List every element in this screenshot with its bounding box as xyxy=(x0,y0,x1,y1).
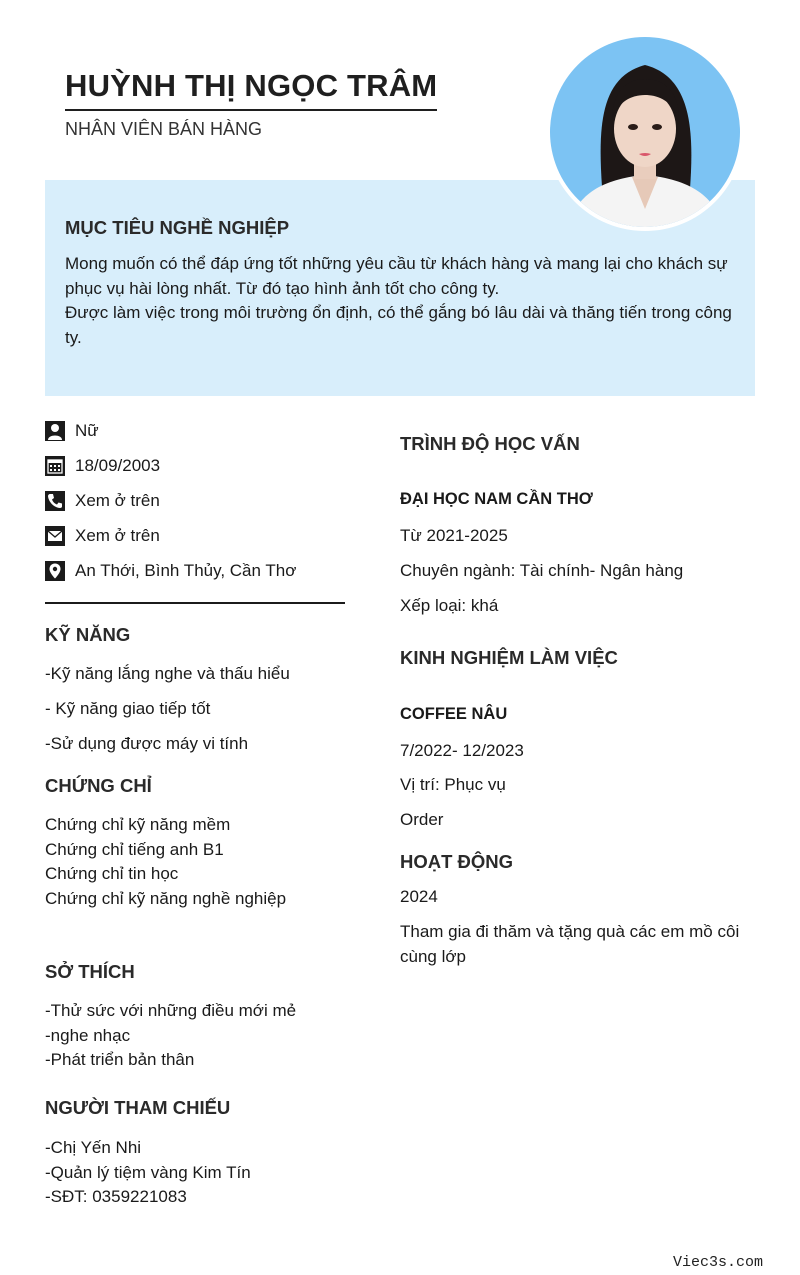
experience-position: Vị trí: Phục vụ xyxy=(400,775,506,794)
hobby-item: -Phát triển bản thân xyxy=(45,1050,195,1069)
person-icon xyxy=(45,421,65,441)
hobbies-list xyxy=(45,999,296,1073)
hobbies-heading: SỞ THÍCH xyxy=(45,961,135,982)
skill-item: -Kỹ năng lắng nghe và thấu hiểu xyxy=(45,664,290,683)
education-period: Từ 2021-2025 xyxy=(400,526,508,545)
address-value: An Thới, Bình Thủy, Cần Thơ xyxy=(75,561,297,580)
references-heading: NGƯỜI THAM CHIẾU xyxy=(45,1097,231,1118)
activities-heading: HOẠT ĐỘNG xyxy=(400,851,514,872)
education-major: Chuyên ngành: Tài chính- Ngân hàng xyxy=(400,561,684,580)
certificate-item: Chứng chỉ kỹ năng nghề nghiệp xyxy=(45,888,287,908)
portrait-image xyxy=(550,37,740,227)
certificates-heading: CHỨNG CHỈ xyxy=(45,775,152,796)
education-rank: Xếp loại: khá xyxy=(400,596,499,615)
skill-item: - Kỹ năng giao tiếp tốt xyxy=(45,699,211,718)
hobby-item: -nghe nhạc xyxy=(45,1025,131,1045)
hobby-item: -Thử sức với những điều mới mẻ xyxy=(45,1001,297,1020)
reference-item: -Quản lý tiệm vàng Kim Tín xyxy=(45,1162,251,1182)
education-heading: TRÌNH ĐỘ HỌC VẤN xyxy=(400,433,580,454)
experience-heading: KINH NGHIỆM LÀM VIỆC xyxy=(400,647,618,668)
profile-photo xyxy=(546,33,744,231)
calendar-icon xyxy=(45,456,65,476)
email-value: Xem ở trên xyxy=(75,526,160,545)
objective-text xyxy=(65,252,745,350)
watermark: Viec3s.com xyxy=(672,1254,763,1271)
experience-period: 7/2022- 12/2023 xyxy=(400,741,524,760)
skill-item: -Sử dụng được máy vi tính xyxy=(45,734,249,753)
experience-company: COFFEE NÂU xyxy=(400,705,508,723)
objective-heading: MỤC TIÊU NGHỀ NGHIỆP xyxy=(65,217,290,238)
phone-value: Xem ở trên xyxy=(75,491,160,510)
activity-year: 2024 xyxy=(400,887,438,906)
certificate-item: Chứng chỉ kỹ năng mềm xyxy=(45,815,231,834)
certificate-item: Chứng chỉ tiếng anh B1 xyxy=(45,839,224,859)
experience-duty: Order xyxy=(400,810,444,829)
gender-value: Nữ xyxy=(75,421,99,440)
objective-line: Được làm việc trong môi trường ổn định, có thể gắng bó lâu dài và thăng tiến trong công ty. xyxy=(65,303,732,347)
birthday-value: 18/09/2003 xyxy=(75,456,161,475)
education-school: ĐẠI HỌC NAM CẦN THƠ xyxy=(400,490,593,508)
phone-icon xyxy=(45,491,65,511)
certificates-list xyxy=(45,813,286,911)
candidate-name: HUỲNH THỊ NGỌC TRÂM xyxy=(65,68,437,111)
reference-item: -SĐT: 0359221083 xyxy=(45,1187,187,1206)
activity-description: Tham gia đi thăm và tặng quà các em mồ côi cùng lớp xyxy=(400,922,740,966)
reference-item: -Chị Yến Nhi xyxy=(45,1138,142,1157)
objective-line: Mong muốn có thể đáp ứng tốt những yêu cầu từ khách hàng và mang lại cho khách sự phục vụ hài lòng nhất. Từ đó tạo hình ảnh tốt cho công ty. xyxy=(65,254,728,298)
envelope-icon xyxy=(45,526,65,546)
section-divider xyxy=(45,602,345,604)
skills-heading: KỸ NĂNG xyxy=(45,624,131,645)
certificate-item: Chứng chỉ tin học xyxy=(45,864,179,883)
location-pin-icon xyxy=(45,561,65,581)
references-list xyxy=(45,1136,251,1210)
job-title: NHÂN VIÊN BÁN HÀNG xyxy=(65,119,263,139)
